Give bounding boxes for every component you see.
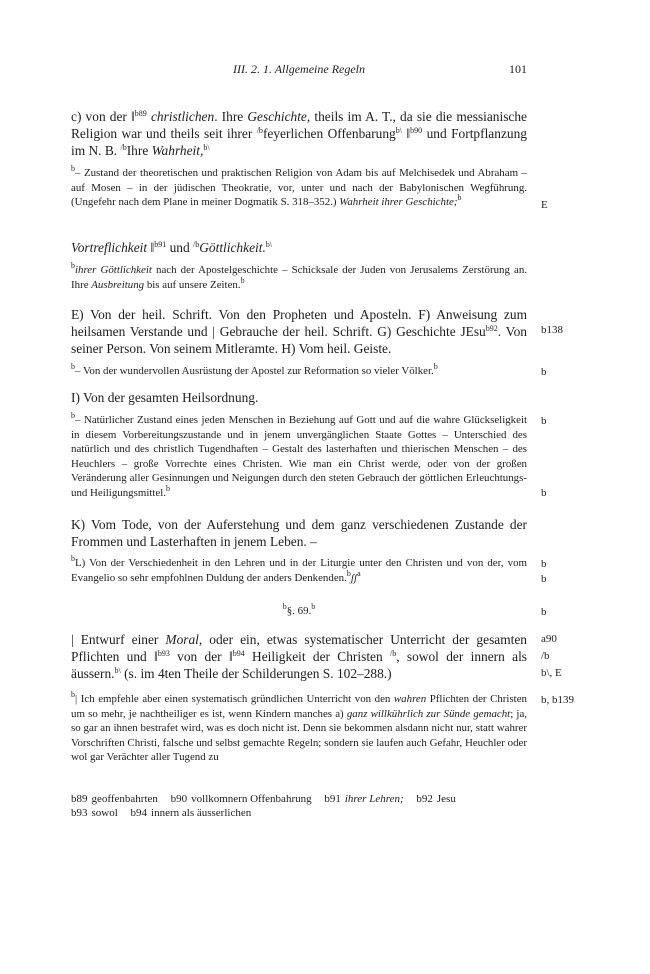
margin-note: b: [541, 558, 547, 570]
paragraph-moral: | Entwurf einer Moral, oder ein, etwas systematischer Unterricht der gesamten Pflichten und ‖$^{b93}$ von der ‖$^{b94}$ Heiligkeit der Christen $^{/b}$, sowol der innern als äussern.$^{b\backslash}$ (s. im 4ten Theile der Schilderungen S. 102–288.): [71, 632, 528, 681]
running-title: III. 2. 1. Allgemeine Regeln: [232, 62, 366, 76]
footnote-b94: b94 innern als äusserlichen: [130, 807, 252, 819]
footnote-line-1: [71, 792, 527, 807]
margin-note: b, b139: [541, 694, 574, 706]
margin-note: b138: [541, 324, 563, 336]
paragraph-i: I) Von der gesamten Heilsordnung.: [71, 390, 259, 405]
footnote-b92: b92 Jesu: [416, 793, 456, 805]
section-heading: $^b$§. 69.$^b$: [282, 602, 316, 617]
footnote-b91: b91 ihrer Lehren;: [324, 793, 404, 805]
margin-note: /b: [541, 650, 550, 662]
note-goettlichkeit: $^b$ihrer Göttlichkeit nach der Apostelgeschichte – Schicksale der Juden von Jerusalems Zerstörung an. Ihre Ausbreitung bis auf unsere Zeiten.$^b$: [71, 261, 528, 291]
note-liturgie: $^b$L) Von der Verschiedenheit in den Lehren und in der Liturgie unter den Christen und von der, vom Evangelio so sehr empfohlnen Duldung der anders Denkenden.$^b$ʃʃ$^a$: [71, 554, 527, 584]
footnote-line-2: [71, 806, 527, 821]
paragraph-k: K) Vom Tode, von der Auferstehung und dem ganz verschiedenen Zustande der Frommen und Lasterhaften in jenem Leben. –: [71, 517, 527, 549]
paragraph-c: c) von der ‖$^{b89}$ christlichen. Ihre Geschichte, theils im A. T., da sie die messianische Religion war und theils seit ihrer $^{/b}$feyerlichen Offenbarung$^{b\backslash}$ ‖$^{b90}$ und Fortpflanzung im N. B. $^{/b}$Ihre Wahrheit,$^{b\backslash}$: [71, 109, 527, 158]
margin-note: b: [541, 573, 547, 585]
note-apostel: $^b$– Von der wundervollen Ausrüstung der Apostel zur Reformation so vieler Völker.$^b$: [71, 362, 438, 377]
paragraph-e-h: E) Von der heil. Schrift. Von den Propheten und Aposteln. F) Anweisung zum heilsamen Verstande und | Gebrauche der heil. Schrift. G) Geschichte JEsu$^{b92}$. Von seiner Person. Von seinem Mitleramte. H) Vom heil. Geiste.: [71, 307, 527, 356]
note-religion-history: $^b$– Zustand der theoretischen und praktischen Religion von Adam bis auf Melchisedek und Abraham – auf Mosen – in der jüdischen Theokratie, vor, unter und nach der Babylonischen Wegführung. (Ungefehr nach dem Plane in meiner Dogmatik S. 318–352.) Wahrheit ihrer Geschichte;$^b$: [71, 164, 527, 208]
page-number: 101: [509, 62, 527, 76]
margin-note: a90: [541, 633, 557, 645]
margin-note: b: [541, 415, 547, 427]
note-pflichten: $^b$| Ich empfehle aber einen systematisch gründlichen Unterricht von den wahren Pflichten der Christen um so mehr, je nachtheiliger es ist, wenn Kindern manches a) ganz willkührlich zur Sünde gemacht; ja, so gar an ihnen bestrafet wird, was es doch nicht ist. Denn sie bekommen alsdann nicht nur, statt wahrer Vorschriften Christi, falsche und selbst gemachte Regeln; sondern sie laufen auch Gefahr, Heuchler oder wol gar Verächter aller Tugend zu: [71, 690, 528, 763]
note-heilsordnung: $^b$– Natürlicher Zustand eines jeden Menschen in Beziehung auf Gott und auf die wahre Glückseligkeit in diesem Vorbereitungszustande und in jenem unvergänglichen Staate Gottes – Unterschied des natürlich und des christlich Tugendhaften – Gestalt des lasterhaften und thierischen Menschen – des Heuchlers – große Vorrechte eines Christen. Wie man ein Christ werde, oder von der großen Veränderung aller Gesinnungen und Neigungen durch den steten Gebrauch der göttlichen Erleuchtungs- und Heiligungsmittel.$^b$: [71, 411, 527, 499]
margin-note: b: [541, 606, 547, 618]
margin-note: b: [541, 487, 547, 499]
margin-note: b\, E: [541, 667, 562, 679]
paragraph-vortreflichkeit: Vortreflichkeit ‖$^{b91}$ und $^{/b}$Göttlichkeit.$^{b\backslash}$: [71, 240, 273, 255]
margin-note: E: [541, 199, 548, 211]
footnote-b89: b89 geoffenbahrten: [71, 793, 158, 805]
footnote-b93: b93 sowol: [71, 807, 118, 819]
footnote-b90: b90 vollkomnern Offenbahrung: [170, 793, 312, 805]
margin-note: b: [541, 366, 547, 378]
